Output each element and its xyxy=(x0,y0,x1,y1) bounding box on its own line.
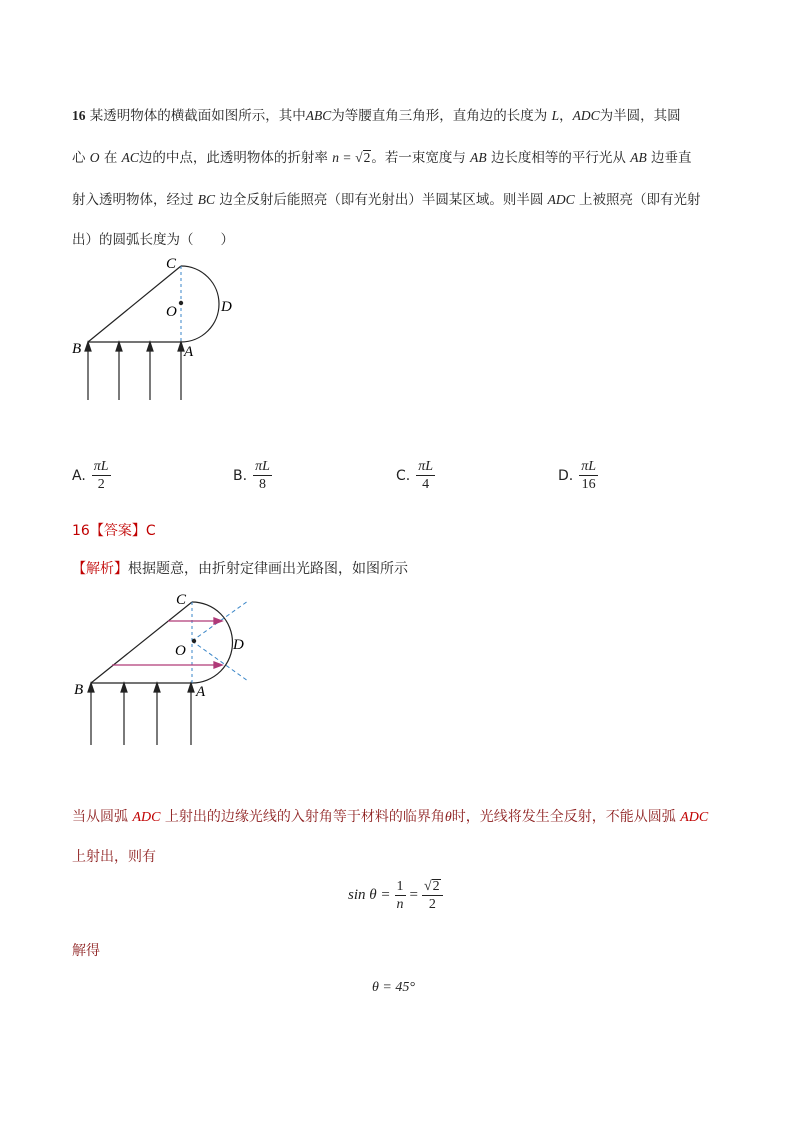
math-adc: ADC xyxy=(680,810,709,825)
label-o: O xyxy=(175,643,186,659)
figure-1 xyxy=(60,250,260,410)
numerator: πL xyxy=(418,459,434,474)
numerator: πL xyxy=(255,459,270,474)
text: 为等腰直角三角形，直角边的长度为 xyxy=(331,108,548,124)
text: 当从圆弧 xyxy=(72,809,128,825)
label-a: A xyxy=(184,344,194,360)
text: 上被照亮（即有光射 xyxy=(578,192,701,208)
sqrt-2: √2 xyxy=(355,150,371,165)
text: 心 xyxy=(72,150,86,166)
numerator: πL xyxy=(93,459,109,474)
light-arrows xyxy=(88,683,194,745)
choice-d[interactable] xyxy=(558,458,598,493)
denominator: 2 xyxy=(97,477,105,492)
math-eq: = xyxy=(343,150,351,165)
reflected-rays xyxy=(112,618,222,668)
label-c: C xyxy=(176,592,187,608)
fraction xyxy=(92,458,111,493)
text: 边的中点，此透明物体的折射率 xyxy=(138,150,328,166)
question-line-4 xyxy=(72,230,234,250)
text: 边全反射后能照亮（即有光射出）半圆某区域。则半圆 xyxy=(219,192,544,208)
question-line-3 xyxy=(72,190,700,210)
text: 时，光线将发生全反射，不能从圆弧 xyxy=(451,809,676,825)
math-ab: AB xyxy=(470,150,487,165)
label-o: O xyxy=(166,304,177,320)
center-o-dot xyxy=(192,639,196,643)
text: 。若一束宽度与 xyxy=(371,150,466,166)
semicircle-adc xyxy=(192,602,233,683)
numerator: πL xyxy=(581,459,597,474)
denominator: 2 xyxy=(428,897,436,912)
choice-b[interactable] xyxy=(233,458,272,493)
semicircle-adc xyxy=(181,266,219,342)
question-line-2 xyxy=(72,148,692,168)
equation-theta-value xyxy=(372,980,415,996)
sqrt-radicand: 2 xyxy=(432,879,440,894)
denominator: 16 xyxy=(581,477,596,492)
text: 为半圆，其圆 xyxy=(599,108,681,124)
fraction xyxy=(416,458,435,493)
label-a: A xyxy=(196,684,206,700)
choice-letter: D. xyxy=(558,467,574,484)
analysis-intro xyxy=(72,558,408,578)
question-line-1 xyxy=(72,106,681,126)
eq-sign: = xyxy=(409,887,418,903)
math-adc: ADC xyxy=(547,192,575,207)
analysis-para-2 xyxy=(72,846,156,866)
math-ac: AC xyxy=(121,150,139,165)
math-adc: ADC xyxy=(132,810,161,825)
choice-a[interactable] xyxy=(72,458,111,493)
answer-line xyxy=(72,520,156,540)
choice-letter: B. xyxy=(233,467,248,484)
sqrt-radicand: 2 xyxy=(363,150,371,165)
label-d: D xyxy=(233,637,244,653)
math-bc: BC xyxy=(197,192,216,207)
text: 射入透明物体，经过 xyxy=(72,192,194,208)
answer-value: C xyxy=(145,523,156,539)
math-adc: ADC xyxy=(572,108,600,123)
text: 某透明物体的横截面如图所示，其中 xyxy=(89,108,306,124)
eq-theta: θ = 45° xyxy=(372,980,415,995)
text: ， xyxy=(559,108,573,124)
label-b: B xyxy=(74,682,84,698)
question-number: 16 xyxy=(72,108,86,123)
math-n: n xyxy=(332,150,339,165)
math-o: O xyxy=(89,150,100,165)
solve-label xyxy=(72,940,100,960)
denominator: 4 xyxy=(422,477,430,492)
fraction-sqrt2-over-2: $\frac{√2}{2}$ xyxy=(422,878,443,913)
text: 解得 xyxy=(72,943,100,959)
denominator: 8 xyxy=(258,477,266,492)
eq-lhs: sin θ = xyxy=(348,887,391,903)
math-abc: ABC xyxy=(305,108,332,123)
denominator: n xyxy=(396,897,404,912)
numerator: 1 xyxy=(396,879,404,894)
math-theta: θ xyxy=(444,810,452,825)
label-b: B xyxy=(72,341,82,357)
analysis-para-1 xyxy=(72,806,708,826)
choice-c[interactable] xyxy=(396,458,435,493)
label-d: D xyxy=(221,299,232,315)
light-arrows xyxy=(85,342,184,400)
text: 边垂直 xyxy=(651,150,692,166)
analysis-tag: 【解析】 xyxy=(72,561,128,577)
label-c: C xyxy=(166,256,177,272)
fraction xyxy=(253,458,272,493)
text: 边长度相等的平行光从 xyxy=(490,150,626,166)
choice-letter: C. xyxy=(396,467,411,484)
text: 上射出，则有 xyxy=(72,849,156,865)
math-l: L xyxy=(551,108,560,123)
analysis-intro-text: 根据题意，由折射定律画出光路图，如图所示 xyxy=(128,561,408,577)
text: 出）的圆弧长度为（ ） xyxy=(72,232,234,248)
answer-number: 16 xyxy=(72,523,90,539)
text: 在 xyxy=(103,150,118,166)
center-o-dot xyxy=(179,301,183,305)
answer-tag: 【答案】 xyxy=(89,523,146,539)
math-ab: AB xyxy=(630,150,647,165)
equation-sin-theta xyxy=(348,878,443,913)
fraction xyxy=(579,458,598,493)
fraction-one-over-n xyxy=(395,878,406,913)
choice-letter: A. xyxy=(72,467,86,484)
text: 上射出的边缘光线的入射角等于材料的临界角 xyxy=(164,809,445,825)
figure-2 xyxy=(60,585,270,755)
